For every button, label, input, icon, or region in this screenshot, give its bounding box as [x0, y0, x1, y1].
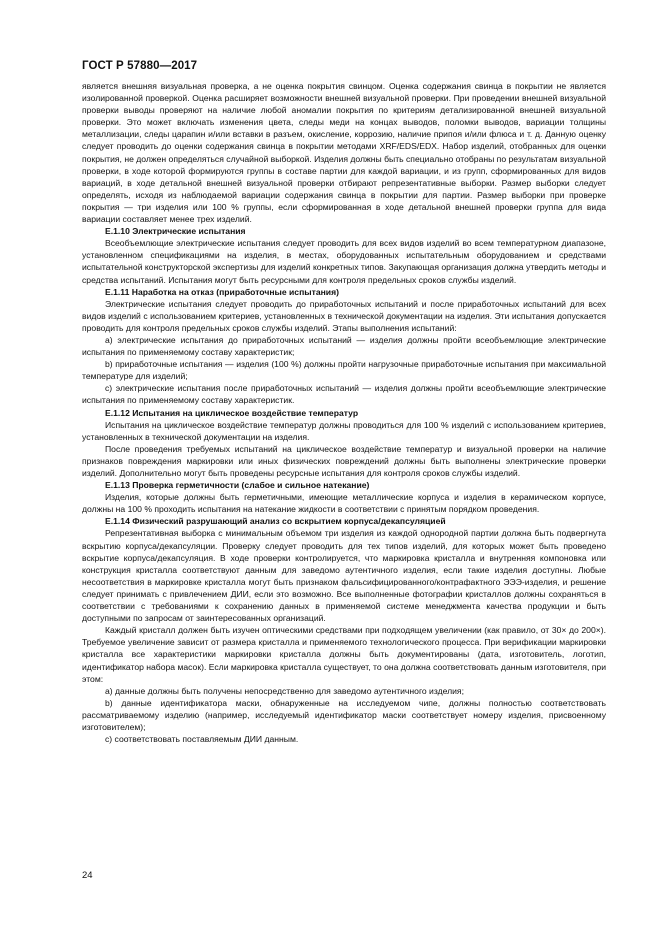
body-paragraph: Испытания на циклическое воздействие температур должны проводиться для 100 % изделий с использованием критериев, установленных в технической документации на изделия. [82, 419, 606, 442]
body-paragraph: c) электрические испытания после приработочных испытаний — изделия должны пройти всеобъемлющие электрические испытания по применяемому составу характеристик. [82, 383, 606, 406]
body-paragraph: b) приработочные испытания — изделия (100 %) должны пройти нагрузочные приработочные испытания при максимальной температуре для изделий; [82, 359, 606, 382]
body-paragraph: c) соответствовать поставляемым ДИИ данным. [105, 734, 299, 745]
body-paragraph: является внешняя визуальная проверка, а не оценка покрытия свинцом. Оценка содержания свинца в покрытии не является изолированной проверкой. Оценка расширяет возможности внешней визуальной проверки. При проведении внешней визуальной проверки выводы проверяют на наличие любой аномалии покрытия по критериям детализированной внешней визуальной проверки. Это может включать изменения цвета, следы меди на концах выводов, поломки выводов, вариации толщины металлизации, следы царапин и/или вставки в разъем, окисление, коррозию, наличие припоя и/или флюса и т. д. Данную оценку следует проводить до оценки содержания свинца в покрытии методами XRF/EDS/EDX. Набор изделий, отобранных для оценки покрытия, не должен определяться случайной выборкой. Изделия должны быть специально отобраны по результатам визуальной проверки, в ходе которой формируются группы в составе партии для каждой вариации, и из групп, сформированных для видов вариаций, в ходе детальной внешней визуальной проверки отбирают репрезентативные выборки. Размер выборки следует определять, исходя из наблюдаемой вариации содержания свинца в покрытии для партии. Размер выборки при проверке покрытия — три изделия или 100 % группы, если сформированная в ходе детальной внешней проверки группа для вида вариации составляет менее трех изделий. [82, 81, 606, 225]
body-paragraph: Изделия, которые должны быть герметичными, имеющие металлические корпуса и изделия в керамическом корпусе, должны на 100 % проходить испытания на натекание жидкости в соответствии с принятым порядком проведения. [82, 492, 606, 515]
body-paragraph: a) электрические испытания до приработочных испытаний — изделия должны пройти всеобъемлющие электрические испытания по применяемому составу характеристик; [82, 334, 606, 358]
section-heading: Е.1.12 Испытания на циклическое воздействие температур [105, 407, 359, 418]
section-heading: Е.1.13 Проверка герметичности (слабое и сильное натекание) [105, 480, 370, 491]
document-header: ГОСТ Р 57880—2017 [82, 60, 198, 72]
body-paragraph: Каждый кристалл должен быть изучен оптическими средствами при подходящем увеличении (как правило, от 30× до 200×). Требуемое увеличение зависит от размера кристалла и применяемого технологического процесса. При верификации маркировки кристалла все характеристики маркировки кристалла должны быть документированы (дата, изготовитель, логотип, идентификатор набора масок). Если маркировка кристалла существует, то она должна соответствовать данным изготовителя, при этом: [82, 625, 606, 684]
document-body [82, 80, 606, 745]
page-number: 24 [82, 870, 93, 881]
body-paragraph: b) данные идентификатора маски, обнаруженные на исследуемом чипе, должны полностью соответствовать рассматриваемому изделию (например, исследуемый идентификатор маски соответствует номеру изделия, присвоенному изготовителем); [82, 697, 606, 732]
body-paragraph: Электрические испытания следует проводить до приработочных испытаний и после приработочных испытаний для всех видов изделий с использованием критериев, установленных в технической документации на изделия. Эти испытания допускается проводить для контроля предельных сроков службы изделий. Этапы выполнения испытаний: [82, 298, 606, 333]
section-heading: Е.1.14 Физический разрушающий анализ со вскрытием корпуса/декапсуляцией [105, 516, 446, 527]
body-paragraph: После проведения требуемых испытаний на циклическое воздействие температур и визуальной проверки на наличие признаков повреждения маркировки или иных физических повреждений должны быть выполнены электрические проверки изделий. Дополнительно могут быть проведены ресурсные испытания для контроля сроков службы изделий. [82, 443, 606, 478]
section-heading: Е.1.10 Электрические испытания [105, 226, 246, 237]
body-paragraph: a) данные должны быть получены непосредственно для заведомо аутентичного изделия; [105, 685, 464, 696]
body-paragraph: Репрезентативная выборка с минимальным объемом три изделия из каждой однородной партии должна быть подвергнута вскрытию корпуса/декапсуляции. Проверку следует проводить для тех типов изделий, для которых может быть проведено вскрытие корпуса/декапсуляция. В ходе проверки контролируется, что маркировка кристалла и внутренняя компоновка или конструкция кристалла соответствуют данным для заведомо аутентичного изделия, если такие изделия доступны. Любые несоответствия в маркировке кристалла могут быть признаком фальсифицированного/контрафактного ЭЭЭ-изделия, и решение следует принимать с привлечением ДИИ, если это возможно. Все выполненные фотографии кристаллов должны сохраняться в соответствии с требованиями к сохранению данных в применяемой системе менеджмента качества продукции и быть доступными по запросам от заинтересованных организаций. [82, 528, 606, 624]
body-paragraph: Всеобъемлющие электрические испытания следует проводить для всех видов изделий во всем температурном диапазоне, установленном спецификациями на изделия, в местах, оборудованных испытательным оборудованием и средствами испытательной конструкторской экспертизы для изделий конкретных типов. Закупающая организация должна утвердить методы и средства испытаний. Испытания могут быть ресурсными для контроля предельных сроков службы изделий. [82, 238, 606, 285]
section-heading: Е.1.11 Наработка на отказ (приработочные испытания) [105, 286, 339, 297]
